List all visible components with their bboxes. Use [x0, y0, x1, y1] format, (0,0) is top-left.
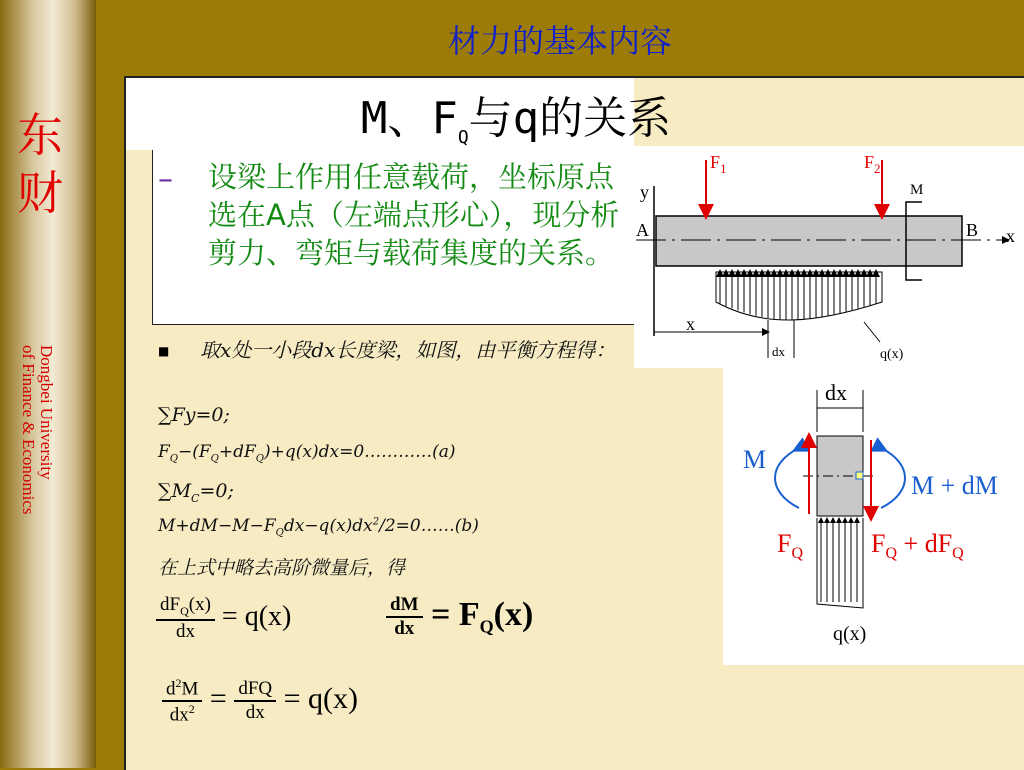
q-label: q(x) [880, 347, 904, 362]
sidebar-en-line2: of Finance & Economics [19, 345, 38, 515]
point-a-label: A [636, 220, 649, 240]
description-dash: – [158, 162, 173, 197]
equation-sum-mc: $\sum M_C=0$; [158, 480, 234, 505]
element-figure [723, 368, 1024, 665]
equation-sum-fy: ∑Fy=0; [158, 404, 230, 426]
dx-label: dx [772, 344, 785, 359]
beam-load-figure [634, 146, 1024, 368]
moment-right-label: M + dM [911, 471, 998, 500]
shear-right-label: $F_Q + dF_Q$ [871, 529, 964, 562]
intro-text: 取x处一小段dx长度梁，如图，由平衡方程得： [200, 338, 616, 362]
sidebar-university-name [19, 345, 62, 615]
moment-label: M [910, 182, 924, 198]
element-load-arrows [821, 520, 857, 602]
x-axis-label: x [1006, 226, 1015, 246]
point-c-marker [856, 472, 863, 479]
shear-left-label: $F_Q$ [777, 529, 804, 562]
x-dimension-label: x [686, 314, 695, 334]
sidebar [0, 0, 96, 768]
slide-heading [126, 82, 906, 148]
element-diagram [723, 368, 1024, 665]
force-f1-label: $F_1$ [710, 152, 727, 176]
equation-a: $F_Q-(F_Q+dF_Q)+q(x)dx=0\dots\dots\dots\dots(a)$ [158, 442, 456, 465]
description-text: 设梁上作用任意载荷，坐标原点选在A点（左端点形心），现分析剪力、弯矩与载荷集度的关系。 [208, 160, 620, 270]
beam-rect [656, 216, 962, 266]
beam-diagram [634, 146, 1024, 368]
distributed-load-outline [716, 272, 882, 320]
distributed-load-arrows [720, 273, 876, 320]
sidebar-char-dong: 东 [17, 108, 63, 162]
sidebar-en-line1: Dongbei University [37, 345, 56, 480]
moment-right-arrow [881, 448, 905, 508]
point-b-label: B [966, 220, 979, 240]
heading-main: M、F [360, 93, 458, 144]
page-title: 材力的基本内容 [447, 22, 672, 60]
formula-dm-dx: $\frac{dM}{dx}$ = $F_Q(x)$ [386, 594, 533, 640]
equation-b: $M+dM-M-F_Qdx-q(x)dx^2/2=0\dots\dots(b)$ [158, 516, 479, 539]
heading-rest: 与q的关系 [468, 93, 672, 144]
formula-second-derivative: $\frac{d^2M}{dx^2}$ = $\frac{\text{dFQ}}{dx}$ = q(x) [162, 676, 358, 727]
q-leader-line [864, 322, 880, 342]
element-load-outline [817, 518, 863, 608]
sidebar-char-cai: 财 [17, 166, 63, 220]
moment-left-arrow [775, 448, 799, 508]
element-dx-label: dx [825, 380, 847, 405]
formula-dfq-dx: $\frac{dF_Q(x)}{dx}$ = q(x) [156, 594, 291, 643]
conclusion-text: 在上式中略去高阶微量后，得 [158, 557, 406, 579]
title-bar [96, 0, 1024, 76]
heading-sub: Q [457, 126, 469, 148]
force-f2-label: $F_2$ [864, 152, 881, 176]
moment-left-label: M [743, 445, 767, 474]
bullet-icon: ■ [158, 344, 170, 358]
element-q-label: q(x) [833, 623, 867, 645]
y-axis-label: y [640, 182, 649, 202]
